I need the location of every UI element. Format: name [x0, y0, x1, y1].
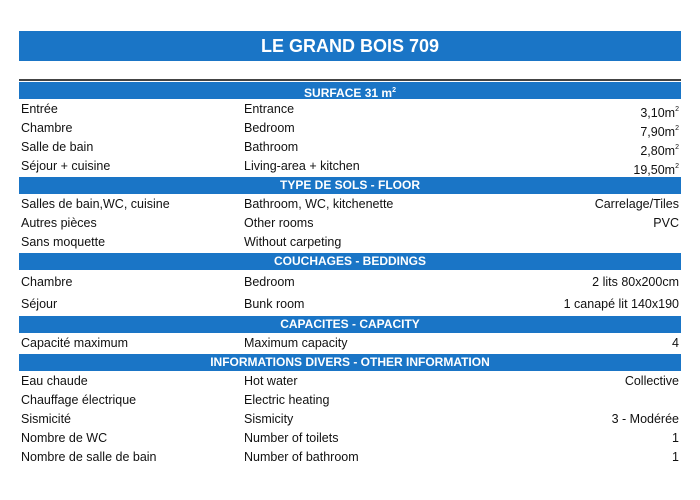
- english-label: Bathroom: [244, 140, 299, 154]
- english-label: Number of bathroom: [244, 450, 359, 464]
- french-label: Sismicité: [21, 412, 72, 426]
- value-exponent: 2: [675, 163, 679, 170]
- value-text: Carrelage/Tiles: [594, 197, 679, 211]
- french-label: Entrée: [21, 102, 58, 116]
- table-row: [19, 157, 681, 176]
- french-label: Séjour + cuisine: [21, 159, 111, 173]
- value-exponent: 2: [675, 144, 679, 151]
- english-label: Entrance: [244, 102, 295, 116]
- value-text: 2 lits 80x200cm: [592, 275, 679, 289]
- french-label: Séjour: [21, 297, 58, 311]
- value-exponent: 2: [675, 125, 679, 132]
- value-text: 1: [672, 431, 679, 445]
- table-row: [19, 214, 681, 233]
- english-label: Other rooms: [244, 216, 314, 230]
- value-text: 2,80m: [640, 144, 676, 158]
- table-row: [19, 334, 681, 353]
- value-text: 7,90m: [640, 125, 676, 139]
- english-label: Maximum capacity: [244, 336, 348, 350]
- value-text: 1 canapé lit 140x190: [563, 297, 679, 311]
- french-label: Chambre: [21, 275, 73, 289]
- english-label: Bunk room: [244, 297, 305, 311]
- french-label: Salle de bain: [21, 140, 94, 154]
- value-text: 3,10m: [640, 106, 676, 120]
- english-label: Bathroom, WC, kitchenette: [244, 197, 394, 211]
- table-row: [19, 233, 681, 252]
- value-text: Collective: [624, 374, 679, 388]
- value-cell: [633, 157, 679, 180]
- page-title: LE GRAND BOIS 709: [19, 31, 681, 61]
- table-row: [19, 429, 681, 448]
- section-header-surface: [19, 82, 681, 99]
- french-label: Nombre de WC: [21, 431, 108, 445]
- section-header-floor: TYPE DE SOLS - FLOOR: [19, 177, 681, 194]
- table-row: [19, 410, 681, 429]
- surface-header-unit-exponent: 2: [392, 87, 396, 94]
- property-sheet: [19, 79, 681, 467]
- french-label: Autres pièces: [21, 216, 97, 230]
- english-label: Bedroom: [244, 121, 295, 135]
- value-text: 1: [672, 450, 679, 464]
- section-header-beddings: COUCHAGES - BEDDINGS: [19, 253, 681, 270]
- table-row: [19, 391, 681, 410]
- value-text: 19,50m: [633, 163, 676, 177]
- table-row: [19, 119, 681, 138]
- english-label: Number of toilets: [244, 431, 339, 445]
- table-row: [19, 138, 681, 157]
- french-label: Nombre de salle de bain: [21, 450, 157, 464]
- french-label: Salles de bain,WC, cuisine: [21, 197, 170, 211]
- table-row: [19, 293, 681, 315]
- table-row: [19, 372, 681, 391]
- english-label: Hot water: [244, 374, 298, 388]
- english-label: Bedroom: [244, 275, 295, 289]
- table-row: [19, 195, 681, 214]
- table-row: [19, 271, 681, 293]
- value-text: 4: [672, 336, 679, 350]
- english-label: Without carpeting: [244, 235, 342, 249]
- english-label: Living-area + kitchen: [244, 159, 360, 173]
- french-label: Eau chaude: [21, 374, 88, 388]
- section-header-capacity: CAPACITES - CAPACITY: [19, 316, 681, 333]
- value-text: PVC: [653, 216, 679, 230]
- table-row: [19, 100, 681, 119]
- french-label: Sans moquette: [21, 235, 106, 249]
- french-label: Capacité maximum: [21, 336, 128, 350]
- english-label: Electric heating: [244, 393, 330, 407]
- table-row: [19, 448, 681, 467]
- french-label: Chauffage électrique: [21, 393, 137, 407]
- value-text: 3 - Modérée: [611, 412, 679, 426]
- french-label: Chambre: [21, 121, 73, 135]
- value-exponent: 2: [675, 106, 679, 113]
- surface-header-label: SURFACE 31 m: [304, 86, 393, 100]
- english-label: Sismicity: [244, 412, 294, 426]
- section-header-other-information: INFORMATIONS DIVERS - OTHER INFORMATION: [19, 354, 681, 371]
